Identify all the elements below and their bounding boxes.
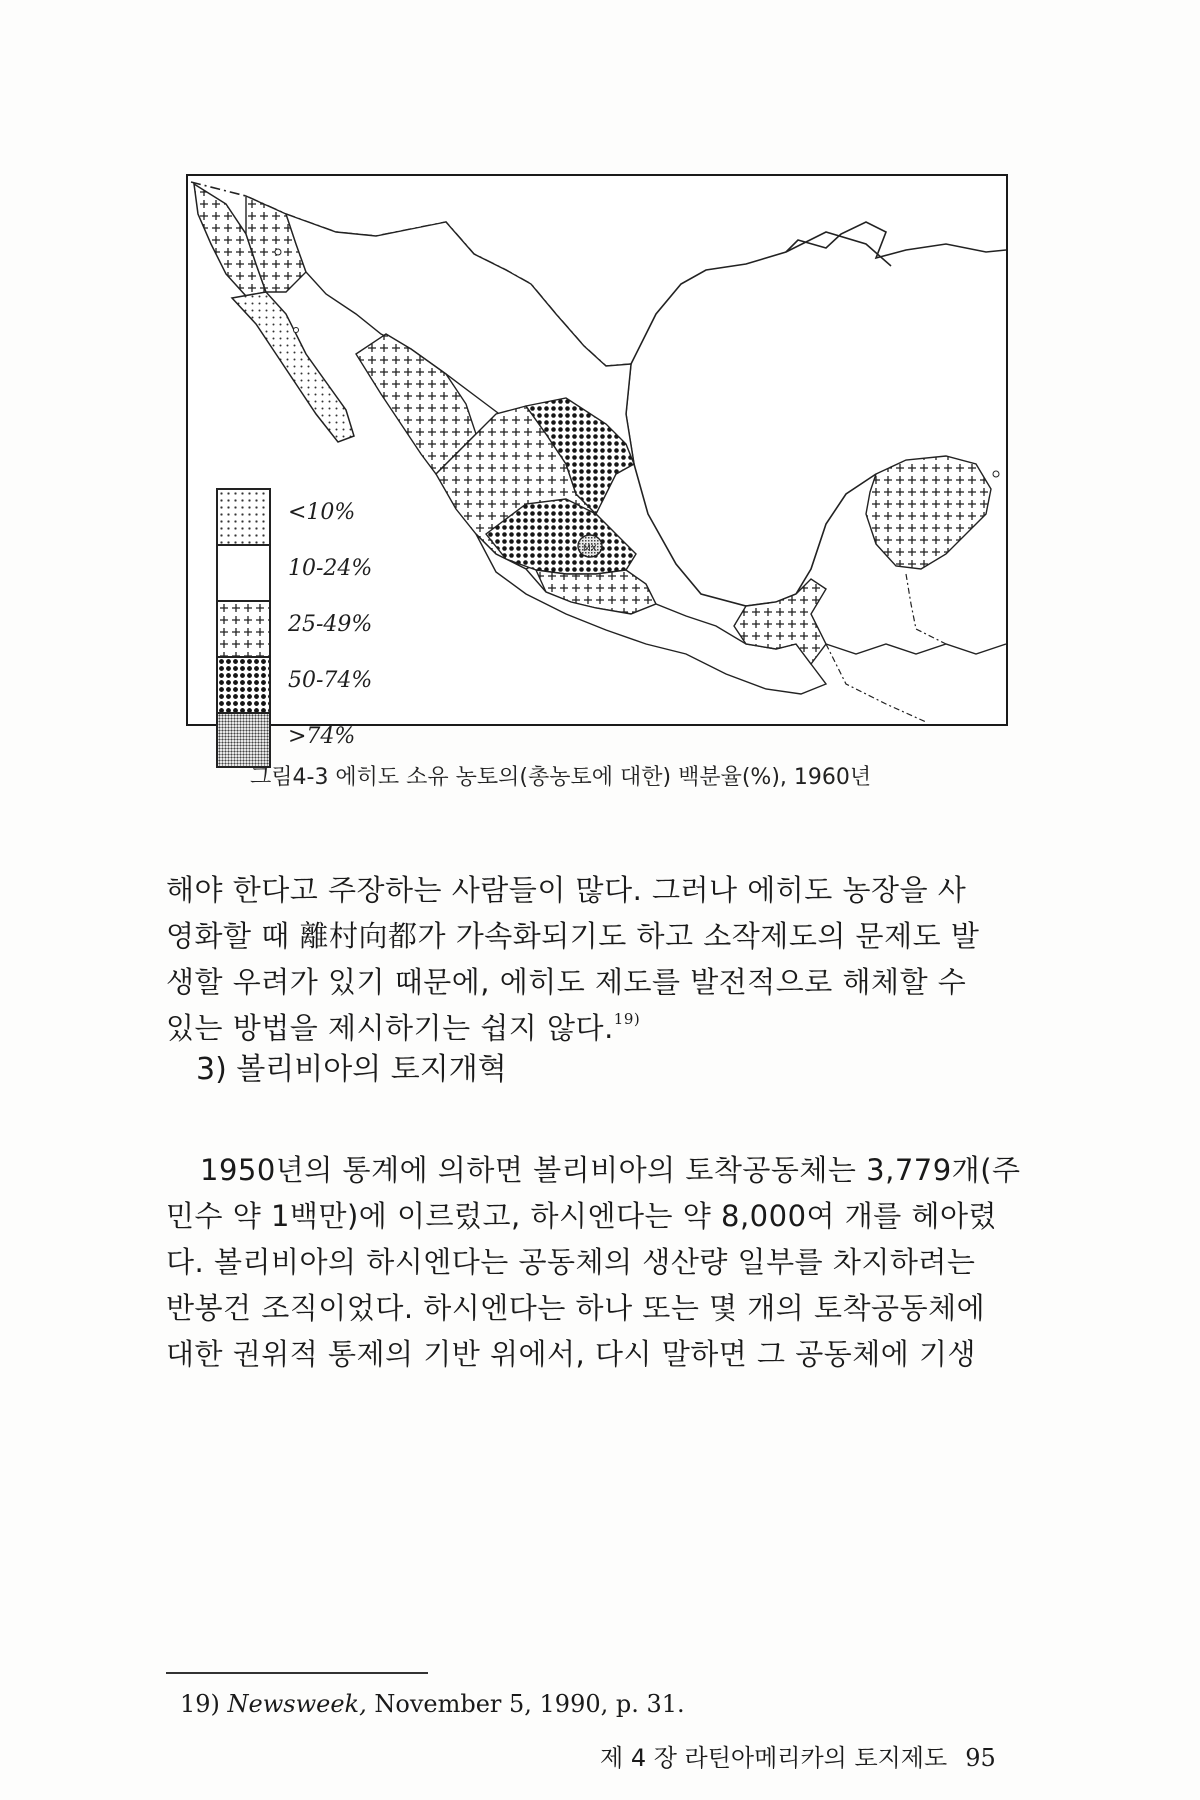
page-number: 95: [965, 1744, 996, 1772]
text-line: 생할 우려가 있기 때문에, 에히도 제도를 발전적으로 해체할 수: [166, 965, 967, 999]
legend-row-50-74: [216, 656, 416, 712]
text-line: 대한 권위적 통제의 기반 위에서, 다시 말하면 그 공동체에 기생: [166, 1337, 977, 1371]
footnote-number: 19): [180, 1690, 220, 1718]
mexico-city-label: MX: [583, 544, 597, 554]
text-line-content: 있는 방법을 제시하기는 쉽지 않다.: [166, 1011, 614, 1045]
island-1: [275, 249, 281, 255]
text-line-last: [166, 1006, 640, 1047]
legend-label: <10%: [288, 500, 356, 525]
text-line: 해야 한다고 주장하는 사람들이 많다. 그러나 에히도 농장을 사: [166, 873, 967, 907]
section-heading-bolivia: 3) 볼리비아의 토지개혁: [196, 1052, 507, 1087]
legend-swatch-blank: [216, 544, 271, 600]
legend-label: 10-24%: [288, 556, 373, 581]
running-footer: [600, 1738, 996, 1773]
figure-map-mexico: [186, 174, 1008, 749]
island-2: [294, 328, 299, 333]
legend-label: >74%: [288, 724, 356, 749]
legend-row-lt10: [216, 488, 416, 544]
footnote-ref-19[interactable]: 19): [613, 1010, 641, 1028]
paragraph-ejido: [166, 868, 1036, 1048]
legend-swatch-dots-heavy: [216, 656, 271, 712]
legend-row-25-49: [216, 600, 416, 656]
text-line: 반봉건 조직이었다. 하시엔다는 하나 또는 몇 개의 토착공동체에: [166, 1291, 986, 1325]
legend-label: 25-49%: [288, 612, 373, 637]
footnote-divider: [166, 1672, 428, 1674]
footnote-journal: Newsweek,: [227, 1690, 367, 1718]
footnote-citation: November 5, 1990, p. 31.: [374, 1690, 685, 1718]
island-3: [993, 471, 999, 477]
text-line: 영화할 때 離村向都가 가속화되기도 하고 소작제도의 문제도 발: [166, 919, 980, 953]
footnote-19: [180, 1690, 685, 1718]
legend-swatch-dots-fine: [216, 488, 271, 544]
legend-label: 50-74%: [288, 668, 373, 693]
text-line: 1950년의 통계에 의하면 볼리비아의 토착공동체는 3,779개(주: [200, 1153, 1021, 1187]
text-line: 다. 볼리비아의 하시엔다는 공동체의 생산량 일부를 차지하려는: [166, 1245, 976, 1279]
text-line: 민수 약 1백만)에 이르렀고, 하시엔다는 약 8,000여 개를 헤아렸: [166, 1199, 998, 1233]
legend-swatch-crosses: [216, 600, 271, 656]
paragraph-bolivia: [166, 1148, 1036, 1378]
chapter-title: 제 4 장 라틴아메리카의 토지제도: [600, 1744, 948, 1772]
figure-caption: 그림4-3 에히도 소유 농토의(총농토에 대한) 백분율(%), 1960년: [250, 765, 872, 790]
map-legend: [216, 488, 416, 768]
legend-row-10-24: [216, 544, 416, 600]
